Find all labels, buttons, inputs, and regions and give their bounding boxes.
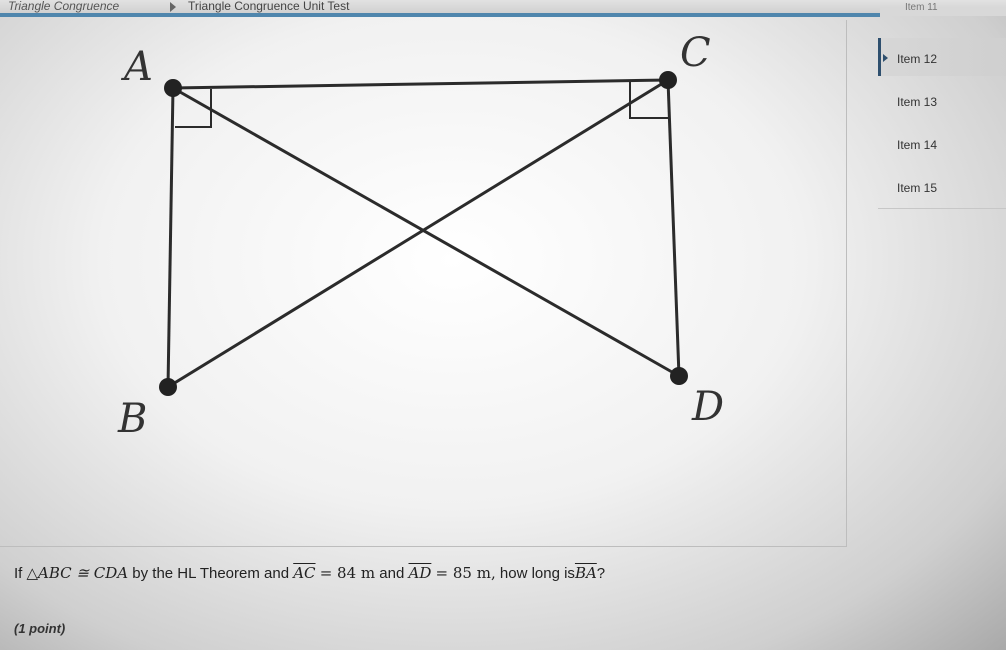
vertex-c-label: C [680, 30, 711, 76]
vertex-b-label: B [118, 396, 148, 442]
segment-cb [168, 80, 668, 387]
vertex-d-label: D [692, 384, 725, 430]
vertex-a-dot [164, 79, 182, 97]
segment-ac [173, 80, 668, 88]
congruence-statement: △ABC ≅ CDA [26, 564, 129, 582]
segment-cd [668, 80, 679, 376]
sidebar-divider [878, 208, 1006, 209]
segment-ad-value: = 85 m, [435, 564, 496, 582]
item-navigation [878, 38, 1006, 208]
sidebar-item-14[interactable] [878, 124, 1006, 162]
top-bar [0, 0, 1006, 14]
question-middle: by the HL Theorem and [132, 565, 290, 582]
vertex-b-dot [159, 378, 177, 396]
vertex-c-dot [659, 71, 677, 89]
segment-ac-value: = 84 m [319, 564, 376, 582]
segment-ac-label: $\overline{AC}$ [293, 564, 316, 582]
question-end: ? [596, 565, 606, 582]
breadcrumb-separator-icon [170, 2, 176, 12]
vertex-a-label: A [124, 44, 153, 90]
question-and: and [379, 565, 405, 582]
segment-ad-label: $\overline{AD}$ [408, 564, 432, 582]
sidebar-item-13[interactable] [878, 81, 1006, 119]
progress-rule [0, 13, 880, 17]
segment-ad [173, 88, 679, 376]
current-item-arrow-icon [883, 54, 888, 62]
sidebar-item-label: Item 15 [897, 181, 938, 195]
vertex-d-dot [670, 367, 688, 385]
sidebar-item-label: Item 14 [897, 138, 938, 152]
segment-ab [168, 88, 173, 387]
sidebar-item-label: Item 12 [897, 52, 938, 66]
sidebar-item-15[interactable] [878, 167, 1006, 205]
segment-ba-label: $\overline{BA}$ [574, 564, 597, 582]
rectangle-diagram [0, 20, 846, 546]
question-text [14, 564, 605, 582]
sidebar-top-strip [880, 8, 1006, 16]
breadcrumb-parent[interactable]: Triangle Congruence [8, 0, 120, 13]
sidebar-item-12[interactable] [878, 38, 1006, 76]
sidebar-item-label: Item 13 [897, 95, 938, 109]
point-value: (1 point) [14, 621, 66, 636]
sidebar-item-11-label[interactable]: Item 11 [905, 2, 938, 13]
question-ask: how long is [499, 565, 575, 582]
figure-card [0, 20, 847, 547]
question-prefix: If [14, 565, 23, 582]
page-title: Triangle Congruence Unit Test [188, 0, 350, 13]
